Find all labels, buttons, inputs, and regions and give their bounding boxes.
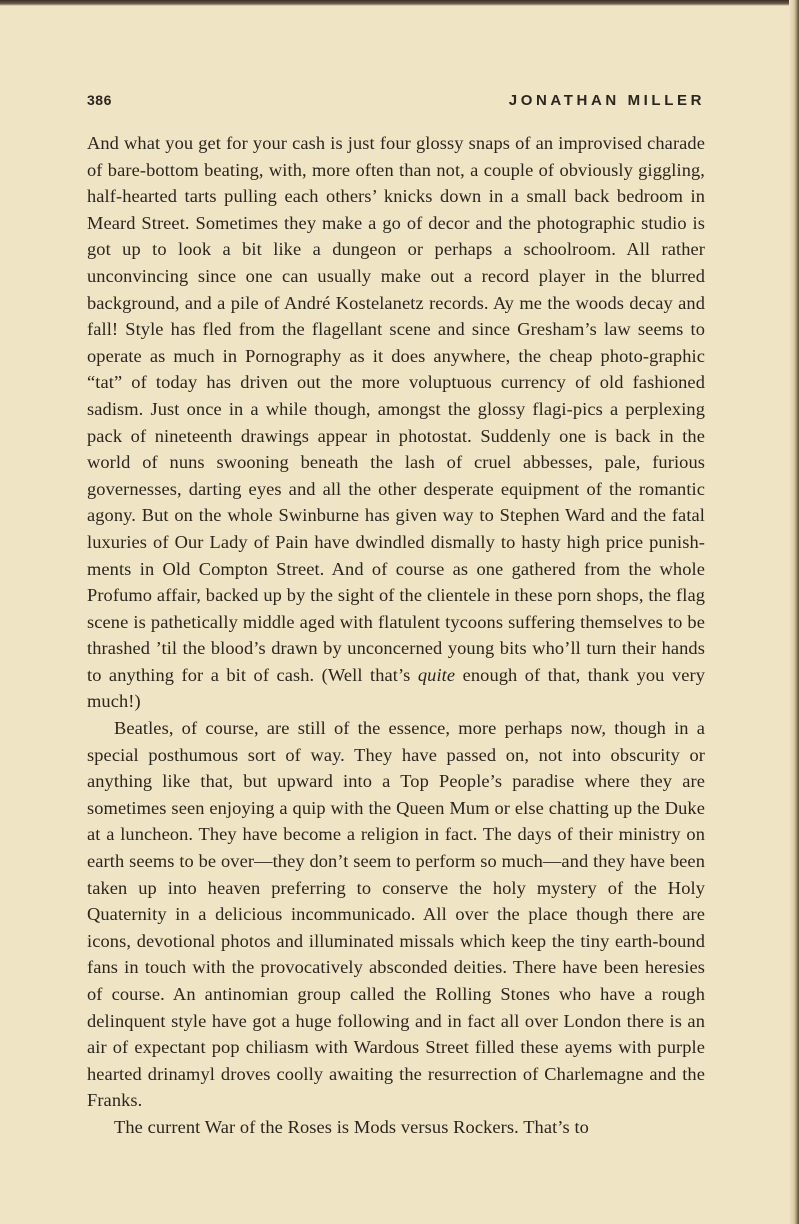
- running-head: [87, 92, 705, 116]
- paragraph-1-text: And what you get for your cash is just four glossy snaps of an improvised charade of bare-bottom beating, with, more often than not, a couple of obviously giggling, half-hearted tarts pulling each others’ knicks down in a small back bedroom in Meard Street. Sometimes they make a go of decor and the photographic studio is got up to look a bit like a dungeon or perhaps a schoolroom. All rather unconvincing since one can usually make out a record player in the blurred background, and a pile of André Kostelanetz records. Ay me the woods decay and fall! Style has fled from the flagellant scene and since Gresham’s law seems to operate as much in Pornography as it does anywhere, the cheap photo-graphic “tat” of today has driven out the more voluptuous currency of old fashioned sadism. Just once in a while though, amongst the glossy flagi-pics a perplexing pack of nineteenth drawings appear in photostat. Suddenly one is back in the world of nuns swooning beneath the lash of cruel abbesses, pale, furious governesses, darting eyes and all the other desperate equipment of the romantic agony. But on the whole Swinburne has given way to Stephen Ward and the fatal luxuries of Our Lady of Pain have dwindled dismally to hasty high price punish-ments in Old Compton Street. And of course as one gathered from the whole Profumo affair, backed up by the sight of the clientele in these porn shops, the flag scene is pathetically middle aged with flatulent tycoons suffering themselves to be thrashed ’til the blood’s drawn by unconcerned young bits who’ll turn their hands to anything for a bit of cash. (Well that’s: [87, 133, 705, 685]
- paragraph-1: [87, 130, 705, 715]
- book-page: [87, 92, 705, 1141]
- page-top-edge: [0, 0, 799, 6]
- page-number: 386: [87, 92, 112, 108]
- page-right-edge-shadow: [789, 0, 799, 1224]
- paragraph-3: The current War of the Roses is Mods versus Rockers. That’s to: [114, 1116, 589, 1137]
- running-head-author: JONATHAN MILLER: [508, 92, 705, 109]
- paragraph-2: Beatles, of course, are still of the essence, more perhaps now, though in a special posthumous sort of way. They have passed on, not into obscurity or anything like that, but upward into a Top People’s paradise where they are sometimes seen enjoying a quip with the Queen Mum or else chatting up the Duke at a luncheon. They have become a religion in fact. The days of their ministry on earth seems to be over—they don’t seem to perform so much—and they have been taken up into heaven preferring to conserve the holy mystery of the Holy Quaternity in a delicious incommunicado. All over the place though there are icons, devotional photos and illuminated missals which keep the tiny earth-bound fans in touch with the provocatively absconded deities. There have been heresies of course. An antinomian group called the Rolling Stones who have a rough delinquent style have got a huge following and in fact all over London there is an air of expectant pop chiliasm with Wardous Street filled these ayems with purple hearted drinamyl droves coolly awaiting the resurrection of Charlemagne and the Franks.: [87, 718, 705, 1111]
- paragraph-1-end: enough of that, thank you very much!): [87, 664, 705, 712]
- paragraph-1-italic: quite: [417, 664, 456, 685]
